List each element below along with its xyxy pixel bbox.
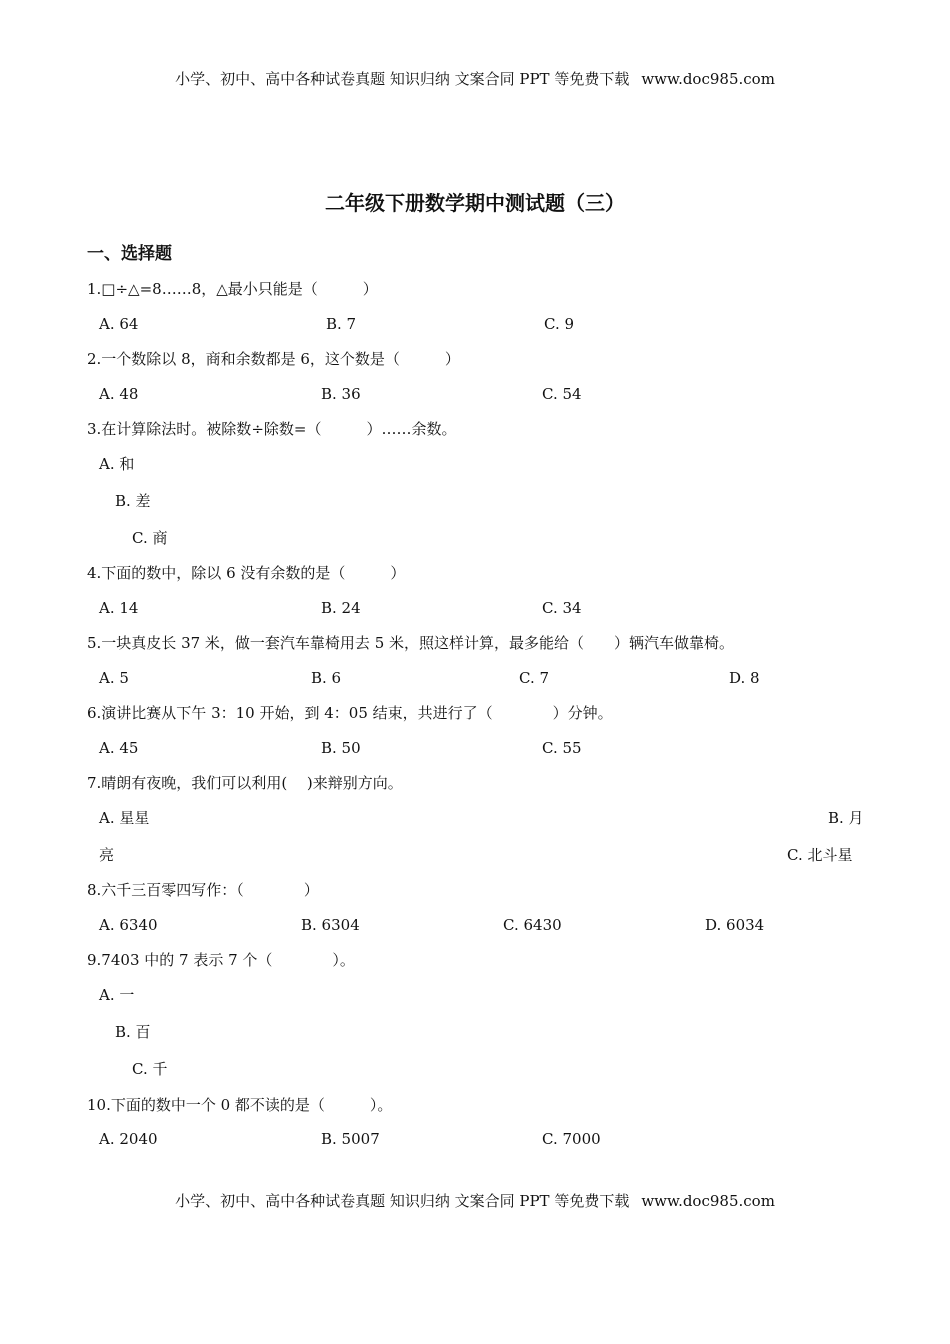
- question-7-stem: 7.晴朗有夜晚，我们可以利用( )来辩别方向。: [87, 774, 403, 792]
- q2-option-a: A. 48: [99, 385, 139, 403]
- q7-option-c: C. 北斗星: [787, 846, 853, 864]
- q4-option-b: B. 24: [321, 599, 361, 617]
- q2-option-b: B. 36: [321, 385, 361, 403]
- question-6-stem: 6.演讲比赛从下午 3：10 开始，到 4：05 结束，共进行了（ ）分钟。: [87, 704, 613, 722]
- question-4-stem: 4.下面的数中，除以 6 没有余数的是（ ）: [87, 564, 406, 582]
- question-1-stem: 1.□÷△=8……8，△最小只能是（ ）: [87, 280, 378, 298]
- q3-option-b: B. 差: [115, 492, 151, 510]
- q9-option-c: C. 千: [132, 1060, 168, 1078]
- q9-option-a: A. 一: [99, 986, 135, 1004]
- q3-option-a: A. 和: [99, 455, 135, 473]
- q8-option-d: D. 6034: [705, 916, 765, 934]
- page-header: [0, 70, 950, 88]
- footer-url[interactable]: www.doc985.com: [641, 1192, 775, 1210]
- page-footer: [0, 1192, 950, 1210]
- q4-option-a: A. 14: [99, 599, 139, 617]
- q5-option-c: C. 7: [519, 669, 550, 687]
- q4-option-c: C. 34: [542, 599, 582, 617]
- question-10-stem: 10.下面的数中一个 0 都不读的是（ ）。: [87, 1096, 393, 1114]
- section-title: 一、选择题: [87, 244, 172, 264]
- q1-option-a: A. 64: [99, 315, 139, 333]
- q1-option-b: B. 7: [326, 315, 357, 333]
- question-3-stem: 3.在计算除法时。被除数÷除数=（ ）……余数。: [87, 420, 457, 438]
- q6-option-a: A. 45: [99, 739, 139, 757]
- q5-option-b: B. 6: [311, 669, 342, 687]
- q1-option-c: C. 9: [544, 315, 575, 333]
- footer-text: 小学、初中、高中各种试卷真题 知识归纳 文案合同 PPT 等免费下载: [175, 1192, 630, 1210]
- q10-option-a: A. 2040: [99, 1130, 158, 1148]
- q8-option-c: C. 6430: [503, 916, 562, 934]
- q2-option-c: C. 54: [542, 385, 582, 403]
- question-5-stem: 5.一块真皮长 37 米，做一套汽车靠椅用去 5 米，照这样计算，最多能给（ ）辆汽车做靠椅。: [87, 634, 735, 652]
- q6-option-c: C. 55: [542, 739, 582, 757]
- q10-option-b: B. 5007: [321, 1130, 380, 1148]
- q7-option-a: A. 星星: [99, 809, 150, 827]
- page-title: 二年级下册数学期中测试题（三）: [325, 191, 625, 215]
- q8-option-a: A. 6340: [99, 916, 158, 934]
- q3-option-c: C. 商: [132, 529, 168, 547]
- question-8-stem: 8.六千三百零四写作：（ ）: [87, 881, 319, 899]
- question-9-stem: 9.7403 中的 7 表示 7 个（ ）。: [87, 951, 355, 969]
- q5-option-d: D. 8: [729, 669, 760, 687]
- question-2-stem: 2.一个数除以 8，商和余数都是 6，这个数是（ ）: [87, 350, 460, 368]
- header-text: 小学、初中、高中各种试卷真题 知识归纳 文案合同 PPT 等免费下载: [175, 70, 630, 88]
- q7-option-b-continued: 亮: [99, 846, 115, 864]
- q10-option-c: C. 7000: [542, 1130, 601, 1148]
- q6-option-b: B. 50: [321, 739, 361, 757]
- header-url[interactable]: www.doc985.com: [641, 70, 775, 88]
- q7-option-b: B. 月: [828, 809, 864, 827]
- q5-option-a: A. 5: [99, 669, 129, 687]
- q9-option-b: B. 百: [115, 1023, 151, 1041]
- q8-option-b: B. 6304: [301, 916, 360, 934]
